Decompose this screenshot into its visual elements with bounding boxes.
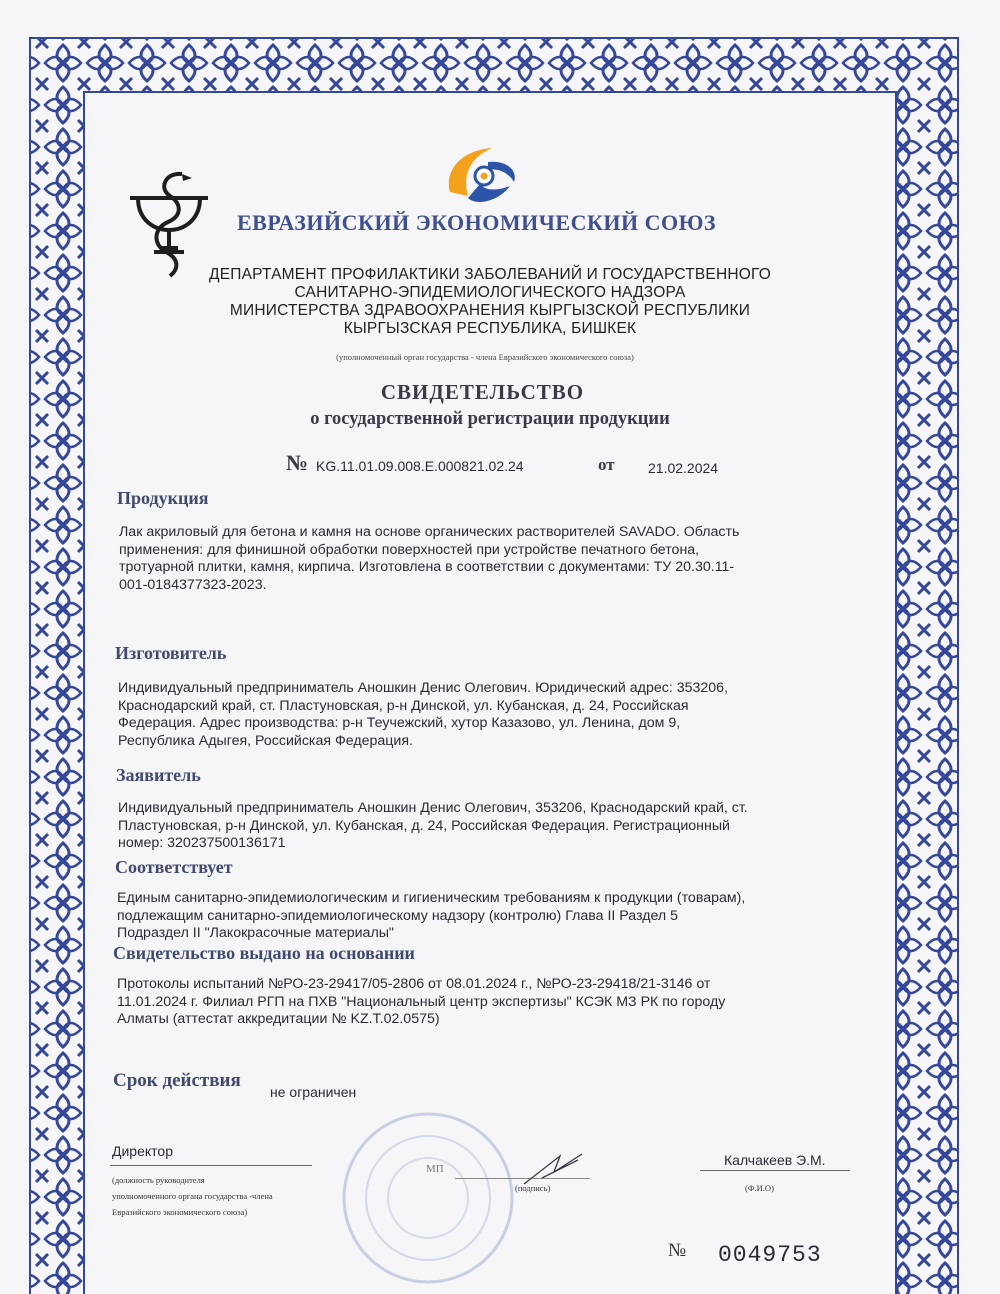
eaeu-logo-icon [432, 140, 532, 212]
product-heading: Продукция [117, 488, 209, 508]
authority-note: (уполномоченный орган государства - члена Евразийского экономического союза) [336, 352, 634, 362]
department-line-1: ДЕПАРТАМЕНТ ПРОФИЛАКТИКИ ЗАБОЛЕВАНИЙ И ГОСУДАРСТВЕННОГО [209, 266, 771, 283]
department-line-3: МИНИСТЕРСТВА ЗДРАВООХРАНЕНИЯ КЫРГЫЗСКОЙ РЕСПУБЛИКИ [229, 302, 751, 319]
manufacturer-text: Индивидуальный предприниматель Аношкин Денис Олегович. Юридический адрес: 353206, Краснодарский край, ст. Пластуновская, р-н Динской, ул. Кубанская, д. 24, Российская Федерация. Адрес производства: р-н Теучежский, хутор Казазово, ул. Ленина, дом 9, Республика Адыгея, Российская Федерация. [118, 680, 729, 749]
department-line-4: КЫРГЫЗСКАЯ РЕСПУБЛИКА, БИШКЕК [343, 320, 637, 337]
form-number: 0049753 [718, 1242, 822, 1268]
director-position: Директор [112, 1143, 173, 1159]
number-label: № [286, 450, 309, 475]
position-underline [110, 1165, 312, 1166]
certificate-date: 21.02.2024 [648, 460, 719, 476]
name-caption: (Ф.И.О) [745, 1183, 774, 1193]
manufacturer-heading: Изготовитель [115, 643, 227, 663]
union-name: ЕВРАЗИЙСКИЙ ЭКОНОМИЧЕСКИЙ СОЮЗ [237, 210, 717, 235]
applicant-heading: Заявитель [116, 765, 201, 785]
applicant-text: Индивидуальный предприниматель Аношкин Денис Олегович, 353206, Краснодарский край, ст. Пластуновская, р-н Динской, ул. Кубанская, д. 24, Российская Федерация. Регистрационный номер: 320237500136171 [118, 800, 748, 851]
signature-caption: (подпись) [515, 1183, 551, 1193]
conforms-heading: Соответствует [115, 857, 233, 877]
director-name: Калчакеев Э.М. [724, 1152, 826, 1168]
name-underline [700, 1170, 850, 1171]
handwritten-signature-icon [520, 1150, 590, 1190]
basis-text: Протоколы испытаний №РО-23-29417/05-2806 от 08.01.2024 г., №РО-23-29418/21-3146 от 11.01.2024 г. Филиал РГП на ПХВ "Национальный центр экспертизы" КСЭК МЗ РК по городу Алматы (аттестат аккредитации № KZ.T.02.0575) [117, 976, 726, 1027]
certificate-number: KG.11.01.09.008.E.000821.02.24 [316, 458, 524, 474]
certificate-title: СВИДЕТЕЛЬСТВО [380, 380, 585, 404]
product-text: Лак акриловый для бетона и камня на основе органических растворителей SAVADO. Область применения: для финишной обработки поверхностей при устройстве печатного бетона, тротуарной плитки, камня, кирпича. Изготовлена в соответствии с документами: ТУ 20.30.11- 001-0184377323-2023. [119, 524, 740, 593]
conforms-text: Единым санитарно-эпидемиологическим и гигиеническим требованиям к продукции (товарам), подлежащим санитарно-эпидемиологическому надзору (контролю) Глава II Раздел 5 Подраздел II "Лакокрасочные материалы" [117, 890, 746, 941]
form-number-label: № [668, 1240, 687, 1261]
department-line-2: САНИТАРНО-ЭПИДЕМИОЛОГИЧЕСКОГО НАДЗОРА [294, 284, 686, 301]
stamp-seal-icon [338, 1108, 518, 1288]
date-label: от [598, 455, 615, 474]
bowl-of-hygieia-icon [122, 168, 214, 280]
basis-heading: Свидетельство выдано на основании [113, 943, 415, 963]
position-caption: (должность руководителя уполномоченного органа государства -члена Евразийского экономического союза) [112, 1175, 273, 1217]
certificate-subtitle: о государственной регистрации продукции [310, 409, 670, 429]
validity-heading: Срок действия [113, 1070, 241, 1091]
stamp-label: МП [426, 1163, 444, 1175]
validity-value: не ограничен [270, 1084, 357, 1100]
